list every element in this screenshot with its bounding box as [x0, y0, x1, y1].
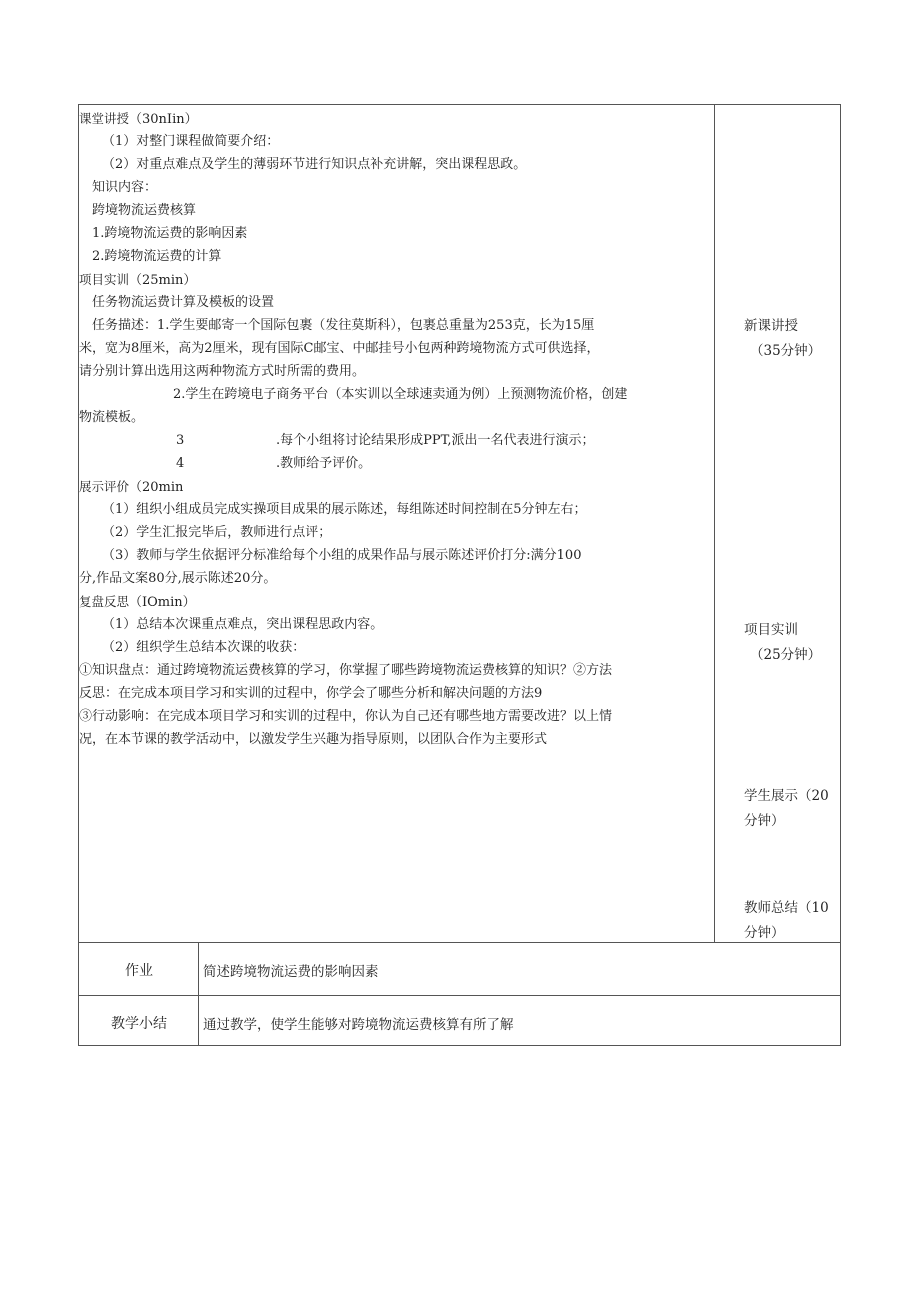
content-line: 知识内容：: [92, 180, 158, 195]
content-line: 米，宽为8厘米，高为2厘米，现有国际C邮宝、中邮挂号小包两种跨境物流方式可供选择，: [79, 341, 600, 356]
lesson-content: [79, 107, 715, 751]
summary-label: 教学小结: [111, 1016, 167, 1032]
content-line: 分,作品文案80分,展示陈述20分。: [79, 571, 277, 586]
table-border-right: [840, 104, 841, 1046]
time-block-lecture: 新课讲授 （35分钟）: [744, 318, 822, 359]
homework-label: 作业: [125, 963, 153, 979]
time-block-presentation: 学生展示（20 分钟）: [744, 788, 829, 829]
content-line: 物流模板。: [79, 410, 145, 425]
content-line: 2.学生在跨境电子商务平台（本实训以全球速卖通为例）上预测物流价格，创建: [173, 387, 628, 402]
content-line: （1）总结本次课重点难点，突出课程思政内容。: [102, 617, 384, 632]
content-line: 请分别计算出选用这两种物流方式时所需的费用。: [79, 364, 366, 379]
section-heading: 展示评价（20min: [79, 479, 184, 495]
content-line: 任务描述：1.学生要邮寄一个国际包裹（发往莫斯科），包裹总重量为253克，长为15厘: [92, 318, 595, 333]
content-line: （1）对整门课程做简要介绍：: [102, 134, 280, 149]
content-line: （2）对重点难点及学生的薄弱环节进行知识点补充讲解，突出课程思政。: [102, 157, 527, 172]
row-divider-homework: [78, 942, 841, 943]
section-heading: 项目实训（25min）: [79, 272, 197, 288]
content-line: 跨境物流运费核算: [92, 203, 197, 218]
content-line: （2）学生汇报完毕后，教师进行点评；: [102, 525, 332, 540]
content-line: 2.跨境物流运费的计算: [92, 249, 222, 264]
content-line: ①知识盘点：通过跨境物流运费核算的学习，你掌握了哪些跨境物流运费核算的知识？②方法: [79, 663, 613, 678]
content-line: （3）教师与学生依据评分标准给每个小组的成果作品与展示陈述评价打分:满分100: [102, 548, 582, 563]
homework-value: 简述跨境物流运费的影响因素: [203, 964, 379, 980]
content-line: 1.跨境物流运费的影响因素: [92, 226, 248, 241]
content-line: 3 .每个小组将讨论结果形成PPT,派出一名代表进行演示；: [176, 433, 595, 448]
row-divider-summary: [78, 995, 841, 996]
content-line: 4 .教师给予评价。: [176, 456, 372, 471]
content-line: 况，在本节课的教学活动中，以激发学生兴趣为指导原则，以团队合作为主要形式: [79, 732, 548, 747]
content-line: （2）组织学生总结本次课的收获：: [102, 640, 306, 655]
section-heading: 课堂讲授（30nIin）: [79, 111, 198, 127]
content-line: （1）组织小组成员完成实操项目成果的展示陈述，每组陈述时间控制在5分钟左右；: [102, 502, 587, 517]
section-heading: 复盘反思（IOmin）: [79, 594, 196, 610]
time-block-practice: 项目实训 （25分钟）: [744, 622, 822, 663]
summary-value: 通过教学，使学生能够对跨境物流运费核算有所了解: [203, 1017, 514, 1033]
content-line: 反思：在完成本项目学习和实训的过程中，你学会了哪些分析和解决问题的方法9: [79, 686, 543, 701]
time-block-summary: 教师总结（10 分钟）: [744, 900, 829, 941]
table-border-top: [78, 104, 841, 105]
table-border-bottom: [78, 1045, 841, 1046]
content-line: ③行动影响：在完成本项目学习和实训的过程中，你认为自己还有哪些地方需要改进？以上情: [79, 709, 613, 724]
content-line: 任务物流运费计算及模板的设置: [92, 295, 275, 310]
